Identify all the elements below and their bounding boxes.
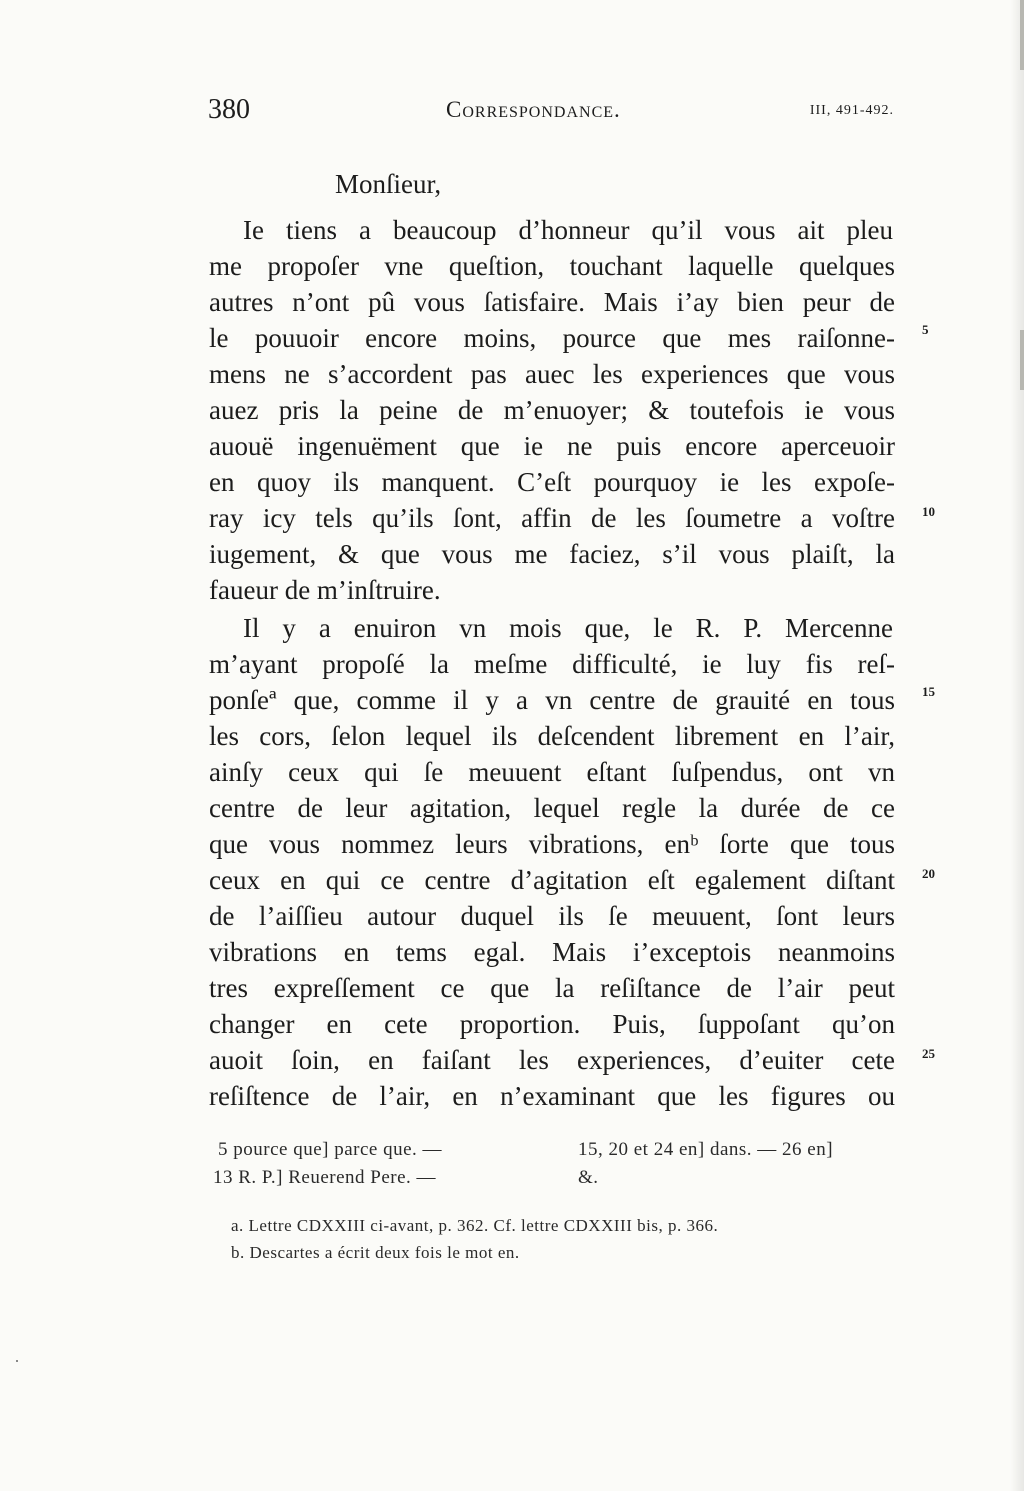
line-number: 5 xyxy=(922,322,929,337)
text-line: reſiſtence de l’air, en n’examinant que les figures ou xyxy=(209,1081,895,1111)
variant-note: 5 pource que] parce que. — xyxy=(218,1139,443,1160)
running-title: Correspondance. xyxy=(446,97,621,122)
text-line: autres n’ont pû vous ſatisfaire. Mais i’ay bien peur de xyxy=(209,287,895,317)
footnote: a. Lettre CDXXIII ci-avant, p. 362. Cf. lettre CDXXIII bis, p. 366. xyxy=(231,1216,719,1235)
scan-speck xyxy=(16,1360,18,1362)
text-line: auoit ſoin, en faiſant les experiences, d’euiter cete xyxy=(209,1045,895,1075)
text-line: changer en cete proportion. Puis, ſuppoſant qu’on xyxy=(209,1009,895,1039)
text-line: auouë ingenuëment que ie ne puis encore aperceuoir xyxy=(209,431,895,461)
text-line: en quoy ils manquent. C’eſt pourquoy ie les expoſe- xyxy=(209,467,895,497)
text-line: Ie tiens a beaucoup d’honneur qu’il vous ait pleu xyxy=(243,215,893,245)
volume-page-reference: III, 491-492. xyxy=(809,103,894,118)
page-edge-shadow xyxy=(1010,0,1024,1491)
text-line: que vous nommez leurs vibrations, enᵇ ſorte que tous xyxy=(209,829,895,859)
variant-note: 13 R. P.] Reuerend Pere. — xyxy=(213,1167,437,1188)
page-edge-mark xyxy=(1020,330,1024,390)
text-line: me propoſer vne queſtion, touchant laquelle quelques xyxy=(209,251,895,281)
letter-salutation: Monſieur, xyxy=(335,169,442,199)
text-line: ray icy tels qu’ils ſont, affin de les ſoumetre a voſtre xyxy=(209,503,895,533)
page-edge-mark xyxy=(1020,0,1024,70)
line-number: 20 xyxy=(922,866,935,881)
text-line: mens ne s’accordent pas auec les experiences que vous xyxy=(209,359,895,389)
text-line: Il y a enuiron vn mois que, le R. P. Mercenne xyxy=(243,613,893,643)
page-number: 380 xyxy=(208,94,250,125)
footnote: b. Descartes a écrit deux fois le mot en. xyxy=(231,1243,520,1262)
variant-note: &. xyxy=(578,1167,599,1188)
variant-note: 15, 20 et 24 en] dans. — 26 en] xyxy=(578,1139,834,1160)
text-line: tres expreſſement ce que la reſiſtance de l’air peut xyxy=(209,973,895,1003)
text-line: les cors, ſelon lequel ils deſcendent librement en l’air, xyxy=(209,721,895,751)
text-line: le pouuoir encore moins, pource que mes raiſonne- xyxy=(209,323,895,353)
line-number: 25 xyxy=(922,1046,935,1061)
text-line: faueur de m’inſtruire. xyxy=(209,575,441,605)
line-number: 15 xyxy=(922,684,935,699)
running-header xyxy=(208,92,894,128)
text-line: vibrations en tems egal. Mais i’exceptois neanmoins xyxy=(209,937,895,967)
text-line: m’ayant propoſé la meſme difficulté, ie luy fis reſ- xyxy=(209,649,895,679)
text-line: ponſeª que, comme il y a vn centre de grauité en tous xyxy=(209,685,895,715)
textual-variants xyxy=(0,1138,1024,1198)
line-number: 10 xyxy=(922,504,935,519)
text-line: iugement, & que vous me faciez, s’il vous plaiſt, la xyxy=(209,539,895,569)
text-line: de l’aiſſieu autour duquel ils ſe meuuent, ſont leurs xyxy=(209,901,895,931)
text-line: centre de leur agitation, lequel regle la durée de ce xyxy=(209,793,895,823)
text-line: ceux en qui ce centre d’agitation eſt egalement diſtant xyxy=(209,865,895,895)
text-line: auez pris la peine de m’enuoyer; & toutefois ie vous xyxy=(209,395,895,425)
text-line: ainſy ceux qui ſe meuuent eſtant ſuſpendus, ont vn xyxy=(209,757,895,787)
